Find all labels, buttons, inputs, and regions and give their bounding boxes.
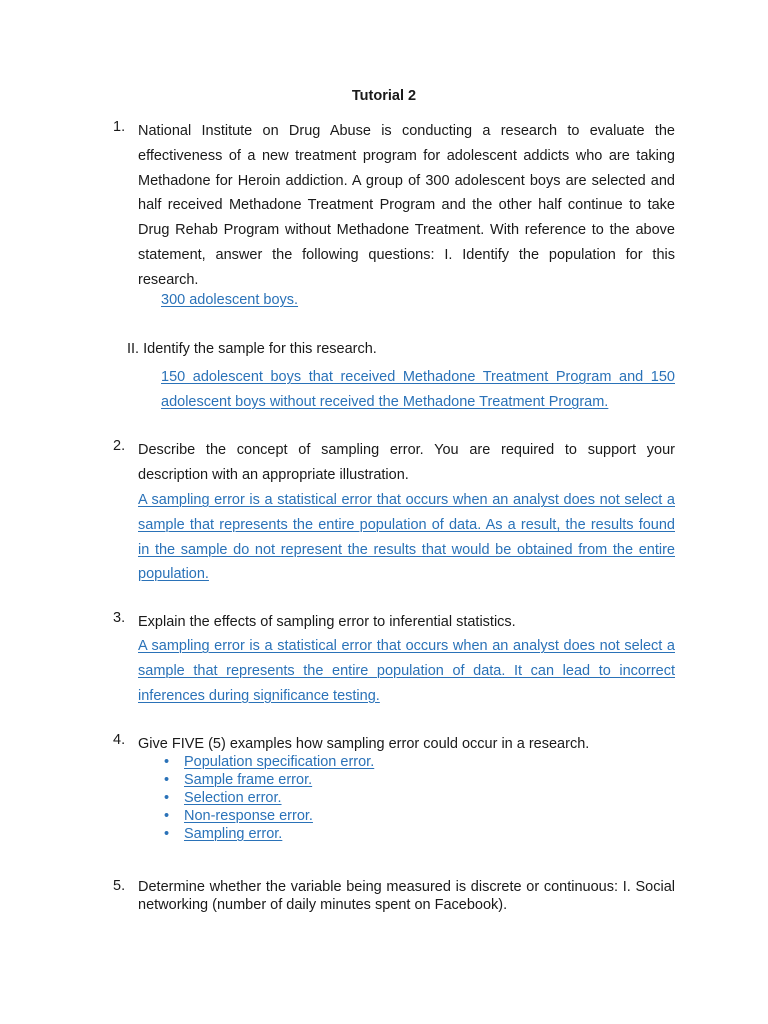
question-2 bbox=[113, 438, 675, 488]
page-title: Tutorial 2 bbox=[351, 88, 417, 104]
list-item: • Sampling error. bbox=[164, 826, 283, 842]
list-item: • Selection error. bbox=[164, 790, 282, 806]
answer-text: 150 adolescent boys that received Methadone Treatment Program and 150 adolescent boys without received the Methadone Treatment Program. bbox=[161, 369, 675, 410]
answer-text: 300 adolescent boys. bbox=[161, 292, 299, 308]
list-item: • Population specification error. bbox=[164, 754, 375, 770]
bullet-icon: • bbox=[164, 772, 170, 788]
answer-3 bbox=[138, 634, 675, 708]
question-number: 3. bbox=[113, 610, 126, 626]
question-text: II. Identify the sample for this research. bbox=[127, 341, 377, 357]
answer-text: A sampling error is a statistical error that occurs when an analyst does not select a sample that represents the entire population of data. It can lead to incorrect inferences during significance testing. bbox=[138, 638, 675, 704]
question-text: Explain the effects of sampling error to inferential statistics. bbox=[138, 614, 516, 630]
bullet-icon: • bbox=[164, 808, 170, 824]
answer-text: A sampling error is a statistical error that occurs when an analyst does not select a sample that represents the entire population of data. As a result, the results found in the sample do not represent the results that would be obtained from the entire population. bbox=[138, 492, 675, 583]
question-5 bbox=[113, 878, 675, 914]
bullet-icon: • bbox=[164, 790, 170, 806]
question-text: National Institute on Drug Abuse is conducting a research to evaluate the effectiveness of a new treatment program for adolescent addicts who are taking Methadone for Heroin addiction. A group of 300 adolescent boys are selected and half received Methadone Treatment Program and the other half continue to take Drug Rehab Program without Methadone Treatment. With reference to the above statement, answer the following questions: I. Identify the population for this research. bbox=[138, 123, 675, 288]
bullet-icon: • bbox=[164, 754, 170, 770]
list-item: • Sample frame error. bbox=[164, 772, 313, 788]
question-1 bbox=[113, 119, 675, 293]
question-number: 4. bbox=[113, 732, 126, 748]
question-number: 2. bbox=[113, 438, 126, 454]
question-number: 5. bbox=[113, 878, 126, 894]
question-number: 1. bbox=[113, 119, 126, 135]
question-text: Give FIVE (5) examples how sampling error could occur in a research. bbox=[138, 736, 590, 752]
bullet-icon: • bbox=[164, 826, 170, 842]
answer-4-list bbox=[164, 753, 374, 843]
question-text: Describe the concept of sampling error. You are required to support your description with an appropriate illustration. bbox=[138, 442, 675, 483]
answer-1-i bbox=[161, 292, 681, 308]
question-3 bbox=[113, 610, 675, 635]
answer-1-ii bbox=[161, 365, 675, 415]
question-text: Determine whether the variable being measured is discrete or continuous: I. Social networking (number of daily minutes spent on Facebook). bbox=[138, 879, 675, 913]
list-item: • Non-response error. bbox=[164, 808, 313, 824]
answer-2 bbox=[138, 488, 675, 587]
question-1-ii bbox=[127, 341, 687, 357]
